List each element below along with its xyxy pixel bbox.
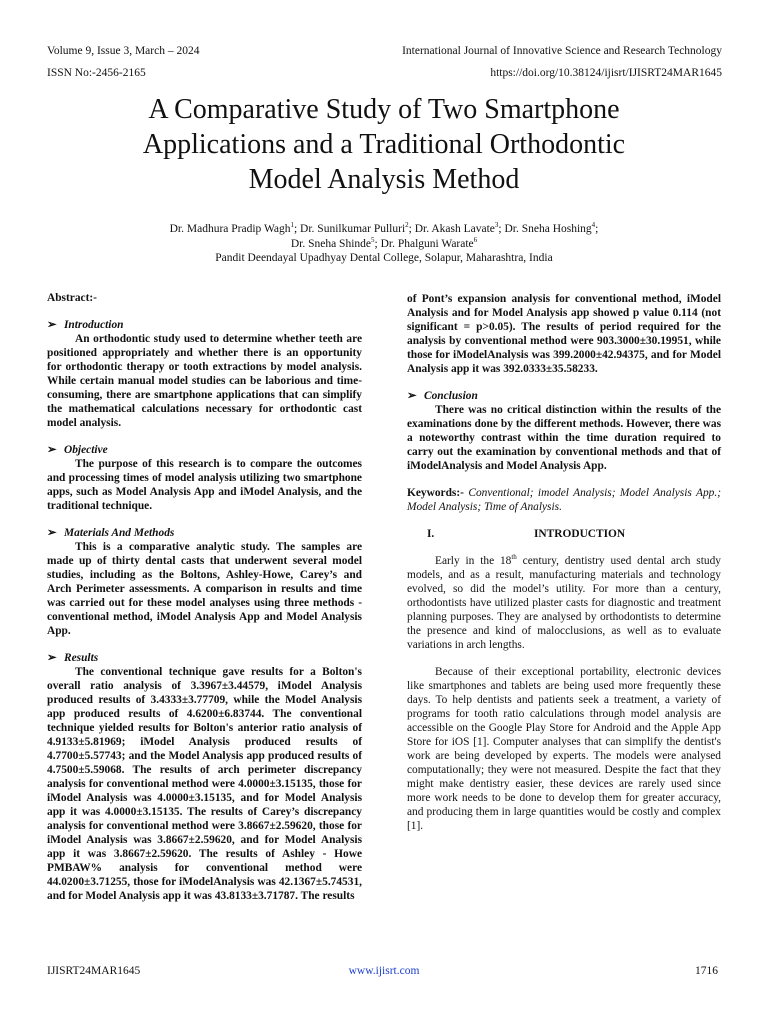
arrow-bullet-icon: ➢ [47,444,57,456]
page-number: 1716 [695,965,718,977]
author-name: Dr. Sneha Shinde [290,237,372,250]
author-name: ; Dr. Phalguni Warate [374,237,474,250]
title-line: A Comparative Study of Two Smartphone [148,94,620,125]
title-line: Model Analysis Method [248,164,520,195]
affiliation-mark: 3 [494,221,499,230]
volume-issue: Volume 9, Issue 3, March – 2024 [47,45,200,57]
section-heading [407,527,721,541]
abstract-conclusion-text: There was no critical distinction within the results of the examinations done by the different methods. However, there was a noteworthy contrast within the time duration required to carry out the examination by conventional methods and that of iModelAnalysis and Model Analysis App. [407,404,721,472]
arrow-bullet-icon: ➢ [47,652,57,664]
section-number: I. [427,528,435,540]
arrow-bullet-icon: ➢ [407,390,417,402]
author-name: Dr. Madhura Pradip Wagh [169,223,291,235]
title-line: Applications and a Traditional Orthodontic [142,129,626,160]
author-name: ; Dr. Sneha Hoshing [498,223,592,235]
journal-name: International Journal of Innovative Science and Research Technology [402,45,722,57]
intro-paragraph-2: Because of their exceptional portability, electronic devices like smartphones and tablets are being used more frequently these days. To help dentists and patients seek a treatment, a variety of programs for tooth ratio calculations through model analysis are accessible on the Google Play Store for Android and the Apple App Store for iOS [1]. Computer analyses that can simplify the dentist's work are being developed by experts. The models were analysed computationally; they were not measured. Despite the fact that they might make dentistry easier, these devices are rarely used since more work needs to be done to develop them for greater accuracy, and producing them in large quantities would be costly and complex [1]. [407,666,721,832]
subsection-heading-conclusion: ➢ Conclusion [407,390,478,402]
affiliation-mark: 1 [290,221,294,230]
author-line [60,222,708,237]
footer-paper-id: IJISRT24MAR1645 [47,965,141,977]
arrow-bullet-icon: ➢ [47,319,57,331]
abstract-results-continued: of Pont’s expansion analysis for conventional method, iModel Analysis and for Model Analysis app showed p value 0.114 (not significant = p>0.05). The results of period required for the analysis by conventional method were 903.3000±30.19951, while those for iModelAnalysis was 399.2000±42.94375, and for Model Analysis app it was 392.0333±35.58233. [407,293,721,375]
abstract-label: Abstract:- [47,292,97,304]
author-line [60,237,708,252]
affiliation-mark: 5 [371,235,375,244]
author-name: ; Dr. Sunilkumar Pulluri [293,223,406,235]
affiliation-mark: 6 [473,235,478,244]
abstract-methods-text: This is a comparative analytic study. The samples are made up of thirty dental casts that underwent several model studies, including as the Boltons, Ashley-Howe, Carey’s and Arch Perimeter assessments. A comparison in results and time was carried out for these model analyses using three methods - conventional method, iModel Analysis App and Model Analysis App. [47,541,362,637]
affiliation-mark: 2 [405,221,409,230]
author-block [60,222,708,266]
footer-website-link[interactable]: www.ijisrt.com [348,965,420,977]
separator: ; [595,223,599,235]
abstract-introduction-text: An orthodontic study used to determine whether teeth are positioned appropriately and whether there is an opportunity for orthodontic therapy or tooth extractions by model analysis. While certain manual model studies can be laborious and time-consuming, there are smartphone applications that can simplify the mathematical calculations necessary for orthodontic cast model analysis. [47,333,362,429]
issn: ISSN No:-2456-2165 [47,67,146,79]
left-column [47,291,362,903]
keywords-text: Conventional; imodel Analysis; Model Analysis App.; Model Analysis; Time of Analysis. [407,487,721,513]
keywords [407,486,721,514]
subsection-heading-objective: ➢ Objective [47,444,108,456]
doi-link[interactable]: https://doi.org/10.38124/ijisrt/IJISRT24MAR1645 [490,67,722,79]
author-name: ; Dr. Akash Lavate [408,223,495,235]
subsection-heading-methods: ➢ Materials And Methods [47,527,175,539]
section-title: INTRODUCTION [534,528,626,540]
subsection-heading-introduction: ➢ Introduction [47,319,124,331]
affiliation: Pandit Deendayal Upadhyay Dental College, Solapur, Maharashtra, India [215,252,553,264]
arrow-bullet-icon: ➢ [47,527,57,539]
affiliation-mark: 4 [591,221,596,230]
paper-title [60,92,708,197]
abstract-results-text: The conventional technique gave results for a Bolton's overall ratio analysis of 3.3967±3.44579, iModel Analysis produced results of 3.4333±3.77709, while the Model Analysis app produced results of 4.6200±6.83744. The conventional technique yielded results for Bolton's anterior ratio analysis of 4.9133±5.81969; iModel Analysis produced results of 4.7700±5.57743; and the Model Analysis app produced results of 4.7500±5.59068. The results of arch perimeter discrepancy analysis for conventional method were 4.0000±3.15135, those for iModel Analysis was 4.0000±3.15135, and for Model Analysis app it was 4.0000±3.15135. The results of Carey’s discrepancy analysis for conventional method were 3.8667±2.59620, those for iModel Analysis was 3.8667±2.59620, and for Model Analysis app it was 3.8667±2.59620. The results of Ashley - Howe PMBAW% analysis for conventional method were 44.0200±3.71255, those for iModelAnalysis was 42.1367±5.74531, and for Model Analysis app it was 43.8133±3.71787. The results [47,666,362,902]
right-column [407,292,721,833]
keywords-label: Keywords:- [407,487,464,499]
intro-paragraph-1: Early in the 18th century, dentistry used dental arch study models, and as a result, manufacturing materials and technology evolved, so did the model’s utility. For more than a century, orthodontists have utilized plaster casts for diagnostic and treatment planning purposes. They are analysed by orthodontists to determine the presence and kind of malocclusions, as well as to evaluate variations in arch lengths. [407,553,721,651]
abstract-objective-text: The purpose of this research is to compare the outcomes and processing times of model analysis utilizing two smartphone apps, such as Model Analysis App and iModel Analysis, and the traditional technique. [47,458,362,512]
subsection-heading-results: ➢ Results [47,652,99,664]
